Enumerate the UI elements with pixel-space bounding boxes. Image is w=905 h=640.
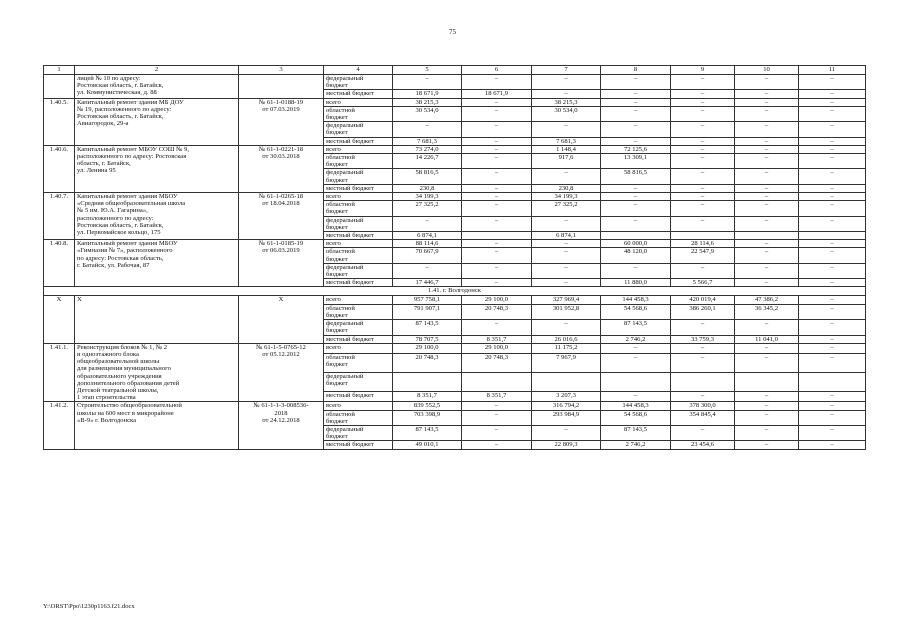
value-cell: – [462, 98, 532, 106]
value-cell [671, 232, 735, 240]
value-cell: – [671, 145, 735, 153]
value-cell: – [799, 106, 866, 121]
value-cell: 327 969,4 [532, 296, 601, 304]
value-cell: 78 707,5 [393, 335, 462, 343]
value-cell [601, 232, 671, 240]
item-name: Капитальный ремонт здания МБОУ «Средняя общеобразовательная школа № 5 им. Ю.А. Гагарина», расположенного по адресу: Ростовская область, г. Батайск, ул. Первомайское кольцо, 175 [75, 193, 239, 240]
value-cell: 29 100,0 [462, 296, 532, 304]
value-cell: – [462, 154, 532, 169]
value-cell: – [799, 410, 866, 425]
item-document: № 61-1-0185-19 от 06.03.2019 [239, 240, 324, 287]
funding-source: местный бюджет [324, 279, 393, 287]
value-cell: – [799, 75, 866, 90]
value-cell: – [735, 279, 799, 287]
value-cell: – [735, 145, 799, 153]
value-cell: – [735, 410, 799, 425]
value-cell: – [671, 184, 735, 192]
funding-source: федеральный бюджет [324, 75, 393, 90]
value-cell: – [532, 75, 601, 90]
value-cell: – [799, 343, 866, 353]
value-cell: – [532, 320, 601, 335]
value-cell: 293 984,9 [532, 410, 601, 425]
value-cell: – [799, 193, 866, 201]
funding-source: областной бюджет [324, 154, 393, 169]
value-cell: 1 148,4 [532, 145, 601, 153]
item-document: № 61-1-0265-18 от 18.04.2018 [239, 193, 324, 240]
value-cell: – [799, 154, 866, 169]
funding-source: федеральный бюджет [324, 263, 393, 278]
value-cell: – [601, 90, 671, 98]
header-row [44, 66, 866, 75]
value-cell: 58 816,5 [393, 169, 462, 184]
value-cell: – [462, 216, 532, 231]
value-cell: – [601, 216, 671, 231]
funding-source: местный бюджет [324, 335, 393, 343]
funding-source: областной бюджет [324, 106, 393, 121]
value-cell: 29 100,0 [462, 343, 532, 353]
item-document: X [239, 296, 324, 343]
value-cell: – [462, 263, 532, 278]
value-cell: – [735, 343, 799, 353]
table-row [44, 145, 866, 153]
value-cell: 14 226,7 [393, 154, 462, 169]
section-title: 1.41. г. Волгодонск [44, 287, 866, 296]
value-cell: 28 114,6 [671, 240, 735, 248]
value-cell: 87 143,5 [393, 425, 462, 440]
value-cell: – [735, 240, 799, 248]
value-cell: – [601, 392, 671, 402]
value-cell: – [799, 184, 866, 192]
value-cell: – [799, 216, 866, 231]
value-cell [532, 373, 601, 392]
value-cell: 17 446,7 [393, 279, 462, 287]
value-cell: 87 143,5 [393, 320, 462, 335]
value-cell: – [462, 106, 532, 121]
value-cell [671, 373, 735, 392]
header-cell: 10 [735, 66, 799, 75]
value-cell: – [671, 320, 735, 335]
funding-source: местный бюджет [324, 232, 393, 240]
funding-source: федеральный бюджет [324, 169, 393, 184]
value-cell: 70 667,9 [393, 248, 462, 263]
value-cell: – [735, 425, 799, 440]
table-row [44, 343, 866, 353]
value-cell: 8 351,7 [462, 335, 532, 343]
value-cell: 839 552,5 [393, 402, 462, 410]
value-cell: – [532, 279, 601, 287]
value-cell: – [671, 137, 735, 145]
value-cell: 420 019,4 [671, 296, 735, 304]
value-cell: – [671, 353, 735, 372]
value-cell: – [532, 240, 601, 248]
value-cell: – [735, 353, 799, 372]
table-row [44, 240, 866, 248]
value-cell: – [601, 201, 671, 216]
item-name: Капитальный ремонт здания МБОУ «Гимназия № 7», расположенного по адресу: Ростовская область, г. Батайск, ул. Рабочая, 87 [75, 240, 239, 287]
value-cell: 2 746,2 [601, 335, 671, 343]
funding-source: областной бюджет [324, 248, 393, 263]
value-cell: 22 809,3 [532, 441, 601, 449]
value-cell: – [532, 122, 601, 137]
value-cell: – [671, 201, 735, 216]
value-cell: – [462, 201, 532, 216]
value-cell: – [601, 193, 671, 201]
value-cell: – [462, 410, 532, 425]
value-cell: – [735, 98, 799, 106]
value-cell: – [462, 184, 532, 192]
item-number: X [44, 296, 75, 343]
item-document: № 61-1-1-3-008536- 2018 от 24.12.2018 [239, 402, 324, 449]
value-cell: 18 671,9 [393, 90, 462, 98]
funding-source: федеральный бюджет [324, 216, 393, 231]
value-cell: 88 114,6 [393, 240, 462, 248]
value-cell: – [799, 122, 866, 137]
value-cell: – [671, 263, 735, 278]
value-cell: – [532, 90, 601, 98]
item-document: № 61-1-0188-19 от 07.03.2019 [239, 98, 324, 145]
value-cell: – [601, 122, 671, 137]
section-row [44, 287, 866, 296]
value-cell: 3 207,3 [532, 392, 601, 402]
value-cell: – [601, 137, 671, 145]
value-cell: – [799, 98, 866, 106]
value-cell: 49 010,1 [393, 441, 462, 449]
item-number: 1.40.8. [44, 240, 75, 287]
value-cell: – [462, 402, 532, 410]
table-row [44, 98, 866, 106]
value-cell: 36 345,2 [735, 304, 799, 319]
item-number: 1.40.6. [44, 145, 75, 192]
value-cell: – [393, 263, 462, 278]
header-cell: 5 [393, 66, 462, 75]
item-name: Капитальный ремонт здания МБ ДОУ № 19, расположенного по адресу: Ростовская область, г. Батайск, Авиагородок, 29-а [75, 98, 239, 145]
value-cell: 33 759,3 [671, 335, 735, 343]
value-cell: 20 748,3 [462, 353, 532, 372]
value-cell: – [671, 392, 735, 402]
value-cell: 6 874,1 [393, 232, 462, 240]
value-cell: – [735, 216, 799, 231]
value-cell: – [671, 106, 735, 121]
funding-source: местный бюджет [324, 441, 393, 449]
value-cell: 8 351,7 [393, 392, 462, 402]
value-cell: – [462, 145, 532, 153]
value-cell: – [735, 184, 799, 192]
value-cell: – [393, 216, 462, 231]
funding-source: местный бюджет [324, 184, 393, 192]
funding-source: местный бюджет [324, 392, 393, 402]
value-cell: 230,8 [532, 184, 601, 192]
value-cell: 791 907,1 [393, 304, 462, 319]
value-cell: 11 041,0 [735, 335, 799, 343]
value-cell: 11 880,0 [601, 279, 671, 287]
value-cell: 301 952,8 [532, 304, 601, 319]
value-cell: 2 746,2 [601, 441, 671, 449]
header-cell: 4 [324, 66, 393, 75]
value-cell: – [671, 154, 735, 169]
item-number: 1.41.2. [44, 402, 75, 449]
funding-source: всего [324, 193, 393, 201]
value-cell: – [671, 90, 735, 98]
value-cell [799, 373, 866, 392]
header-cell: 8 [601, 66, 671, 75]
value-cell: – [462, 320, 532, 335]
value-cell [735, 373, 799, 392]
value-cell: 20 748,3 [462, 304, 532, 319]
file-path-footer: Y:\ORST\Ppo\1230p1163.f21.docx [43, 603, 135, 610]
funding-source: областной бюджет [324, 304, 393, 319]
value-cell: – [799, 169, 866, 184]
value-cell: 316 794,2 [532, 402, 601, 410]
value-cell: – [671, 216, 735, 231]
value-cell: 30 534,0 [393, 106, 462, 121]
funding-source: местный бюджет [324, 137, 393, 145]
item-name: X [75, 296, 239, 343]
value-cell: – [799, 240, 866, 248]
value-cell: – [393, 75, 462, 90]
value-cell: – [735, 90, 799, 98]
funding-source: всего [324, 343, 393, 353]
value-cell: – [735, 154, 799, 169]
value-cell [601, 373, 671, 392]
value-cell: – [799, 279, 866, 287]
value-cell: 54 568,6 [601, 410, 671, 425]
value-cell: – [735, 201, 799, 216]
value-cell: – [799, 304, 866, 319]
item-document: № 61-1-5-0765-12 от 05.12.2012 [239, 343, 324, 402]
value-cell: 7 967,9 [532, 353, 601, 372]
item-number: 1.40.7. [44, 193, 75, 240]
value-cell: – [671, 122, 735, 137]
value-cell [462, 373, 532, 392]
value-cell: 8 351,7 [462, 392, 532, 402]
table-row [44, 193, 866, 201]
header-cell: 2 [75, 66, 239, 75]
value-cell: – [799, 145, 866, 153]
value-cell: 23 454,6 [671, 441, 735, 449]
item-document: № 61-1-0221-18 от 30.03.2018 [239, 145, 324, 192]
value-cell: 11 175,2 [532, 343, 601, 353]
header-cell: 3 [239, 66, 324, 75]
value-cell [462, 232, 532, 240]
value-cell: – [462, 248, 532, 263]
funding-source: федеральный бюджет [324, 373, 393, 392]
value-cell: 22 547,9 [671, 248, 735, 263]
funding-source: федеральный бюджет [324, 320, 393, 335]
value-cell: – [799, 353, 866, 372]
value-cell: – [799, 137, 866, 145]
value-cell: – [462, 75, 532, 90]
value-cell: 144 458,3 [601, 402, 671, 410]
funding-source: областной бюджет [324, 353, 393, 372]
value-cell: – [393, 122, 462, 137]
value-cell: – [601, 184, 671, 192]
value-cell: 6 874,1 [532, 232, 601, 240]
table-row [44, 75, 866, 90]
value-cell: – [799, 425, 866, 440]
value-cell: – [799, 263, 866, 278]
value-cell: 27 325,2 [532, 201, 601, 216]
value-cell: – [799, 441, 866, 449]
value-cell: – [799, 320, 866, 335]
value-cell: 54 568,6 [601, 304, 671, 319]
value-cell: – [735, 392, 799, 402]
value-cell: 230,8 [393, 184, 462, 192]
item-name: Капитальный ремонт МБОУ СОШ № 9, расположенного по адресу: Ростовская область, г. Батайск, ул. Ленина 95 [75, 145, 239, 192]
funding-source: всего [324, 145, 393, 153]
value-cell: 144 458,3 [601, 296, 671, 304]
value-cell: – [462, 425, 532, 440]
value-cell: – [532, 263, 601, 278]
item-name: Реконструкция блоков № 1, № 2 и одноэтажного блока общеобразовательной школы для размещения муниципального образовательного учреждения дополнительного образования детей Детской театральной школы, 1 этап строительства [75, 343, 239, 402]
value-cell: – [735, 402, 799, 410]
value-cell: 34 199,3 [532, 193, 601, 201]
value-cell [799, 232, 866, 240]
header-cell: 9 [671, 66, 735, 75]
value-cell: 38 215,3 [532, 98, 601, 106]
value-cell: – [735, 263, 799, 278]
value-cell: – [462, 240, 532, 248]
value-cell: – [532, 169, 601, 184]
value-cell: – [735, 106, 799, 121]
value-cell: – [671, 98, 735, 106]
value-cell: – [799, 392, 866, 402]
value-cell: – [532, 248, 601, 263]
value-cell: 26 016,6 [532, 335, 601, 343]
value-cell: 378 300,0 [671, 402, 735, 410]
header-cell: 1 [44, 66, 75, 75]
funding-source: областной бюджет [324, 201, 393, 216]
value-cell: 386 260,1 [671, 304, 735, 319]
value-cell: 58 816,5 [601, 169, 671, 184]
value-cell: – [735, 75, 799, 90]
value-cell: 87 143,5 [601, 425, 671, 440]
header-cell: 6 [462, 66, 532, 75]
value-cell: 87 143,5 [601, 320, 671, 335]
value-cell: – [799, 248, 866, 263]
value-cell: 34 199,3 [393, 193, 462, 201]
value-cell: – [532, 216, 601, 231]
value-cell: – [735, 193, 799, 201]
value-cell: – [735, 169, 799, 184]
value-cell: 29 100,0 [393, 343, 462, 353]
funding-source: всего [324, 98, 393, 106]
value-cell: 13 309,1 [601, 154, 671, 169]
value-cell: – [799, 296, 866, 304]
value-cell: – [799, 90, 866, 98]
item-number: 1.40.5. [44, 98, 75, 145]
value-cell: – [601, 343, 671, 353]
funding-source: всего [324, 296, 393, 304]
value-cell: – [735, 137, 799, 145]
value-cell: – [462, 193, 532, 201]
value-cell: – [735, 320, 799, 335]
value-cell: 60 000,0 [601, 240, 671, 248]
value-cell: – [601, 263, 671, 278]
value-cell: 18 671,9 [462, 90, 532, 98]
value-cell: – [601, 98, 671, 106]
value-cell: – [671, 193, 735, 201]
value-cell [735, 232, 799, 240]
value-cell: 354 845,4 [671, 410, 735, 425]
page-number: 75 [449, 28, 456, 36]
value-cell: 5 566,7 [671, 279, 735, 287]
item-number [44, 75, 75, 99]
header-cell: 11 [799, 66, 866, 75]
value-cell: – [462, 279, 532, 287]
header-cell: 7 [532, 66, 601, 75]
value-cell: 38 215,3 [393, 98, 462, 106]
value-cell: – [799, 402, 866, 410]
value-cell: – [735, 248, 799, 263]
value-cell: – [671, 425, 735, 440]
funding-source: федеральный бюджет [324, 425, 393, 440]
value-cell: 703 398,9 [393, 410, 462, 425]
value-cell: – [462, 122, 532, 137]
funding-source: всего [324, 402, 393, 410]
value-cell: 7 681,3 [532, 137, 601, 145]
value-cell: – [671, 75, 735, 90]
item-document [239, 75, 324, 99]
value-cell: – [671, 343, 735, 353]
value-cell: – [601, 75, 671, 90]
value-cell: – [799, 335, 866, 343]
value-cell: – [735, 122, 799, 137]
value-cell: – [462, 137, 532, 145]
value-cell: – [735, 441, 799, 449]
item-number: 1.41.1. [44, 343, 75, 402]
value-cell: 30 534,0 [532, 106, 601, 121]
value-cell: – [799, 201, 866, 216]
value-cell: – [462, 441, 532, 449]
value-cell: 72 125,6 [601, 145, 671, 153]
value-cell: 917,6 [532, 154, 601, 169]
item-name: лицей № 10 по адресу: Ростовская область, г. Батайск, ул. Коммунистическая, д. 88 [75, 75, 239, 99]
value-cell [393, 373, 462, 392]
value-cell: – [462, 169, 532, 184]
item-name: Строительство общеобразовательной школы на 600 мест в микрорайоне «В-9» г. Волгодонска [75, 402, 239, 449]
value-cell: – [532, 425, 601, 440]
table-row [44, 402, 866, 410]
funding-source: местный бюджет [324, 90, 393, 98]
value-cell: 47 386,2 [735, 296, 799, 304]
value-cell: 27 325,2 [393, 201, 462, 216]
value-cell: 48 120,0 [601, 248, 671, 263]
funding-source: областной бюджет [324, 410, 393, 425]
value-cell: – [601, 106, 671, 121]
table-row [44, 296, 866, 304]
funding-source: федеральный бюджет [324, 122, 393, 137]
budget-table [43, 65, 866, 450]
value-cell: 7 681,3 [393, 137, 462, 145]
value-cell: – [671, 169, 735, 184]
value-cell: – [601, 353, 671, 372]
value-cell: 20 748,3 [393, 353, 462, 372]
value-cell: 957 758,1 [393, 296, 462, 304]
value-cell: 73 274,0 [393, 145, 462, 153]
funding-source: всего [324, 240, 393, 248]
